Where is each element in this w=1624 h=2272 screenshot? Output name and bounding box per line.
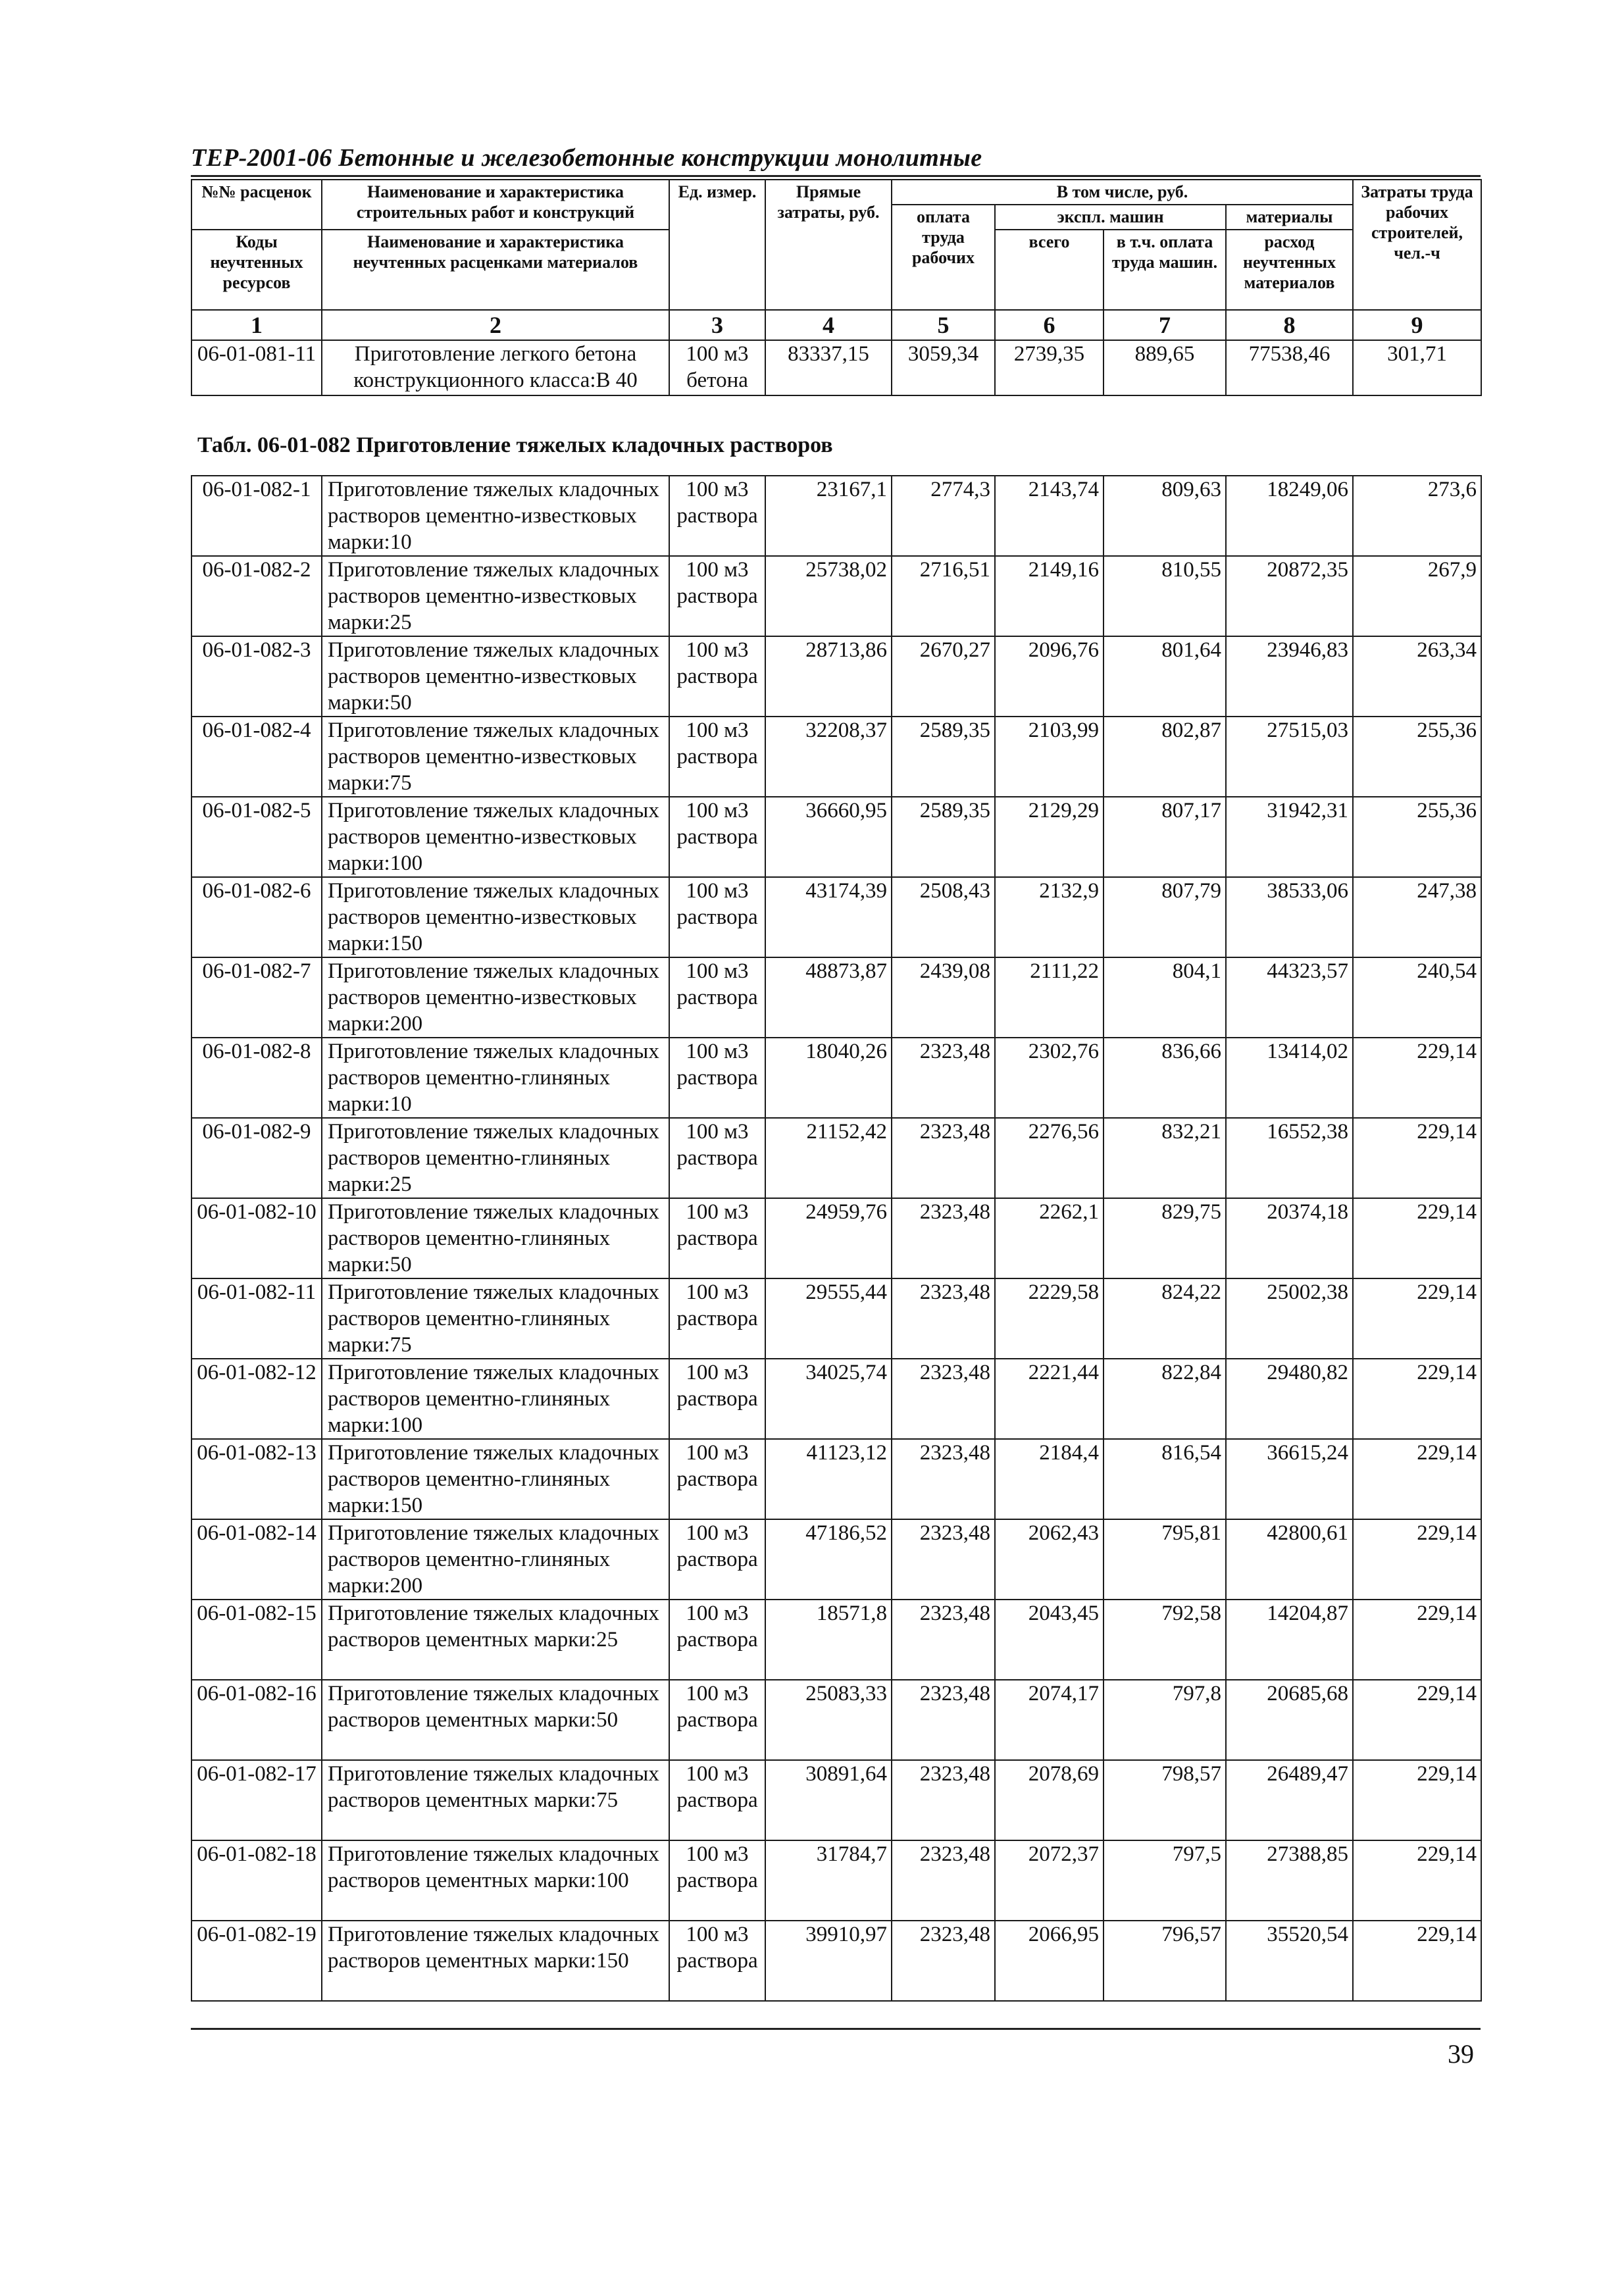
row-name: Приготовление тяжелых кладочных растворов цементно-глиняных марки:150 <box>322 1439 669 1519</box>
header-direct: Прямые затраты, руб. <box>765 180 892 310</box>
row-machines-wage: 829,75 <box>1104 1198 1226 1278</box>
row-unit: 100 м3 раствора <box>669 877 765 957</box>
row-direct: 29555,44 <box>765 1278 892 1359</box>
row-direct: 18571,8 <box>765 1600 892 1680</box>
row-materials: 26489,47 <box>1226 1760 1353 1840</box>
row-materials: 38533,06 <box>1226 877 1353 957</box>
row-machines-wage: 792,58 <box>1104 1600 1226 1680</box>
row-machines: 2739,35 <box>995 340 1104 395</box>
row-unit: 100 м3 раствора <box>669 1278 765 1359</box>
row-code: 06-01-082-8 <box>191 1038 322 1118</box>
row-machines-wage: 824,22 <box>1104 1278 1226 1359</box>
row-code: 06-01-082-5 <box>191 797 322 877</box>
row-code: 06-01-082-10 <box>191 1198 322 1278</box>
header-codes-bottom: Коды неучтенных ресурсов <box>191 230 322 310</box>
row-labor: 229,14 <box>1353 1359 1481 1439</box>
col-number: 8 <box>1226 310 1353 340</box>
row-unit: 100 м3 раствора <box>669 1439 765 1519</box>
row-direct: 83337,15 <box>765 340 892 395</box>
row-direct: 31784,7 <box>765 1840 892 1921</box>
row-labor: 273,6 <box>1353 476 1481 556</box>
row-unit: 100 м3 раствора <box>669 636 765 717</box>
row-machines: 2132,9 <box>995 877 1104 957</box>
header-unit: Ед. измер. <box>669 180 765 310</box>
header-name: Наименование и характеристика строительных работ и конструкций <box>322 180 669 230</box>
row-machines: 2043,45 <box>995 1600 1104 1680</box>
row-materials: 20685,68 <box>1226 1680 1353 1760</box>
row-wage: 2670,27 <box>892 636 995 717</box>
table-row <box>191 1840 1481 1921</box>
row-code: 06-01-082-18 <box>191 1840 322 1921</box>
row-wage: 2323,48 <box>892 1278 995 1359</box>
row-direct: 41123,12 <box>765 1439 892 1519</box>
row-unit: 100 м3 раствора <box>669 1680 765 1760</box>
row-machines-wage: 816,54 <box>1104 1439 1226 1519</box>
row-materials: 25002,38 <box>1226 1278 1353 1359</box>
row-labor: 229,14 <box>1353 1278 1481 1359</box>
row-name: Приготовление тяжелых кладочных растворов цементно-известковых марки:100 <box>322 797 669 877</box>
row-wage: 2323,48 <box>892 1680 995 1760</box>
header-materials: материалы <box>1226 205 1353 230</box>
row-machines-wage: 822,84 <box>1104 1359 1226 1439</box>
row-machines: 2111,22 <box>995 957 1104 1038</box>
row-name: Приготовление тяжелых кладочных растворов цементно-известковых марки:200 <box>322 957 669 1038</box>
row-machines-wage: 802,87 <box>1104 717 1226 797</box>
header-wage <box>892 205 995 310</box>
table-row <box>191 1118 1481 1198</box>
row-code: 06-01-082-14 <box>191 1519 322 1600</box>
header-machines-wage: в т.ч. оплата труда машин. <box>1104 230 1226 310</box>
row-labor: 247,38 <box>1353 877 1481 957</box>
row-code: 06-01-082-3 <box>191 636 322 717</box>
row-unit: 100 м3 раствора <box>669 957 765 1038</box>
row-name: Приготовление тяжелых кладочных растворов цементных марки:25 <box>322 1600 669 1680</box>
row-machines: 2096,76 <box>995 636 1104 717</box>
row-wage: 2323,48 <box>892 1198 995 1278</box>
row-name: Приготовление тяжелых кладочных растворов цементно-глиняных марки:200 <box>322 1519 669 1600</box>
col-number: 6 <box>995 310 1104 340</box>
row-code: 06-01-082-19 <box>191 1921 322 2001</box>
row-machines: 2074,17 <box>995 1680 1104 1760</box>
row-code: 06-01-081-11 <box>191 340 322 395</box>
page-number: 39 <box>1448 2039 1474 2069</box>
row-name: Приготовление тяжелых кладочных растворов цементных марки:50 <box>322 1680 669 1760</box>
row-labor: 255,36 <box>1353 797 1481 877</box>
header-group: В том числе, руб. <box>892 180 1353 205</box>
row-labor: 229,14 <box>1353 1118 1481 1198</box>
row-materials: 29480,82 <box>1226 1359 1353 1439</box>
rates-table <box>191 475 1482 2002</box>
col-number: 4 <box>765 310 892 340</box>
row-machines: 2302,76 <box>995 1038 1104 1118</box>
row-machines: 2262,1 <box>995 1198 1104 1278</box>
row-materials: 20872,35 <box>1226 556 1353 636</box>
row-machines-wage: 832,21 <box>1104 1118 1226 1198</box>
row-machines-wage: 798,57 <box>1104 1760 1226 1840</box>
row-wage: 3059,34 <box>892 340 995 395</box>
row-code: 06-01-082-4 <box>191 717 322 797</box>
header-wage-bottom: труда рабочих <box>911 228 975 267</box>
row-machines: 2149,16 <box>995 556 1104 636</box>
col-number: 9 <box>1353 310 1481 340</box>
row-materials: 20374,18 <box>1226 1198 1353 1278</box>
col-number: 3 <box>669 310 765 340</box>
row-direct: 21152,42 <box>765 1118 892 1198</box>
table-row <box>191 1359 1481 1439</box>
row-labor: 301,71 <box>1353 340 1481 395</box>
row-machines-wage: 807,79 <box>1104 877 1226 957</box>
col-number: 2 <box>322 310 669 340</box>
row-wage: 2589,35 <box>892 797 995 877</box>
row-labor: 229,14 <box>1353 1921 1481 2001</box>
row-wage: 2323,48 <box>892 1118 995 1198</box>
row-code: 06-01-082-6 <box>191 877 322 957</box>
row-labor: 229,14 <box>1353 1760 1481 1840</box>
row-direct: 23167,1 <box>765 476 892 556</box>
row-direct: 43174,39 <box>765 877 892 957</box>
row-machines-wage: 809,63 <box>1104 476 1226 556</box>
row-wage: 2323,48 <box>892 1840 995 1921</box>
row-name: Приготовление тяжелых кладочных растворов цементных марки:100 <box>322 1840 669 1921</box>
header-machines: экспл. машин <box>995 205 1226 230</box>
row-direct: 39910,97 <box>765 1921 892 2001</box>
row-direct: 24959,76 <box>765 1198 892 1278</box>
row-machines: 2221,44 <box>995 1359 1104 1439</box>
row-unit: 100 м3 раствора <box>669 1921 765 2001</box>
row-direct: 28713,86 <box>765 636 892 717</box>
row-unit: 100 м3 раствора <box>669 1118 765 1198</box>
row-code: 06-01-082-11 <box>191 1278 322 1359</box>
header-codes: №№ расценок <box>191 180 322 230</box>
row-wage: 2323,48 <box>892 1439 995 1519</box>
row-direct: 25083,33 <box>765 1680 892 1760</box>
row-name: Приготовление тяжелых кладочных растворов цементно-известковых марки:75 <box>322 717 669 797</box>
row-name: Приготовление тяжелых кладочных растворов цементно-глиняных марки:25 <box>322 1118 669 1198</box>
row-name: Приготовление тяжелых кладочных растворов цементно-глиняных марки:10 <box>322 1038 669 1118</box>
row-code: 06-01-082-7 <box>191 957 322 1038</box>
row-name: Приготовление тяжелых кладочных растворов цементно-известковых марки:150 <box>322 877 669 957</box>
row-labor: 229,14 <box>1353 1840 1481 1921</box>
table-row <box>191 340 1481 395</box>
row-code: 06-01-082-12 <box>191 1359 322 1439</box>
row-name: Приготовление тяжелых кладочных растворов цементно-глиняных марки:75 <box>322 1278 669 1359</box>
row-wage: 2323,48 <box>892 1038 995 1118</box>
table-row <box>191 877 1481 957</box>
running-head: ТЕР-2001-06 Бетонные и железобетонные конструкции монолитные <box>191 144 982 172</box>
header-rule <box>191 175 1481 177</box>
row-unit: 100 м3 бетона <box>669 340 765 395</box>
row-code: 06-01-082-15 <box>191 1600 322 1680</box>
table-row <box>191 717 1481 797</box>
row-labor: 229,14 <box>1353 1439 1481 1519</box>
table-row <box>191 1439 1481 1519</box>
row-direct: 25738,02 <box>765 556 892 636</box>
header-table <box>191 179 1482 396</box>
row-materials: 23946,83 <box>1226 636 1353 717</box>
row-labor: 229,14 <box>1353 1680 1481 1760</box>
row-materials: 36615,24 <box>1226 1439 1353 1519</box>
row-labor: 267,9 <box>1353 556 1481 636</box>
row-machines: 2072,37 <box>995 1840 1104 1921</box>
row-materials: 16552,38 <box>1226 1118 1353 1198</box>
table-row <box>191 1278 1481 1359</box>
row-labor: 229,14 <box>1353 1198 1481 1278</box>
row-machines-wage: 795,81 <box>1104 1519 1226 1600</box>
row-direct: 47186,52 <box>765 1519 892 1600</box>
row-direct: 34025,74 <box>765 1359 892 1439</box>
row-machines: 2103,99 <box>995 717 1104 797</box>
row-materials: 77538,46 <box>1226 340 1353 395</box>
row-unit: 100 м3 раствора <box>669 717 765 797</box>
row-name: Приготовление тяжелых кладочных растворов цементных марки:150 <box>322 1921 669 2001</box>
row-materials: 44323,57 <box>1226 957 1353 1038</box>
row-wage: 2323,48 <box>892 1921 995 2001</box>
col-number: 5 <box>892 310 995 340</box>
table-row <box>191 957 1481 1038</box>
row-wage: 2508,43 <box>892 877 995 957</box>
row-direct: 32208,37 <box>765 717 892 797</box>
row-machines-wage: 804,1 <box>1104 957 1226 1038</box>
row-code: 06-01-082-1 <box>191 476 322 556</box>
row-name: Приготовление тяжелых кладочных растворов цементных марки:75 <box>322 1760 669 1840</box>
header-materials-bottom: расход неучтенных материалов <box>1226 230 1353 310</box>
row-labor: 255,36 <box>1353 717 1481 797</box>
row-code: 06-01-082-17 <box>191 1760 322 1840</box>
row-materials: 13414,02 <box>1226 1038 1353 1118</box>
row-labor: 229,14 <box>1353 1038 1481 1118</box>
table-title: Табл. 06-01-082 Приготовление тяжелых кладочных растворов <box>197 433 833 457</box>
row-materials: 35520,54 <box>1226 1921 1353 2001</box>
row-machines: 2276,56 <box>995 1118 1104 1198</box>
row-labor: 229,14 <box>1353 1519 1481 1600</box>
table-row <box>191 556 1481 636</box>
header-machines-all: всего <box>995 230 1104 310</box>
table-row <box>191 1680 1481 1760</box>
row-code: 06-01-082-13 <box>191 1439 322 1519</box>
row-wage: 2323,48 <box>892 1519 995 1600</box>
row-unit: 100 м3 раствора <box>669 797 765 877</box>
row-name: Приготовление тяжелых кладочных растворов цементно-известковых марки:10 <box>322 476 669 556</box>
rates-table-body <box>191 476 1481 2001</box>
header-name-bottom: Наименование и характеристика неучтенных расценками материалов <box>322 230 669 310</box>
row-machines: 2229,58 <box>995 1278 1104 1359</box>
row-name: Приготовление тяжелых кладочных растворов цементно-глиняных марки:50 <box>322 1198 669 1278</box>
row-labor: 263,34 <box>1353 636 1481 717</box>
table-row <box>191 1038 1481 1118</box>
row-machines: 2062,43 <box>995 1519 1104 1600</box>
row-name: Приготовление легкого бетона конструкционного класса:В 40 <box>322 340 669 395</box>
row-name: Приготовление тяжелых кладочных растворов цементно-известковых марки:25 <box>322 556 669 636</box>
row-machines: 2129,29 <box>995 797 1104 877</box>
row-name: Приготовление тяжелых кладочных растворов цементно-глиняных марки:100 <box>322 1359 669 1439</box>
row-direct: 30891,64 <box>765 1760 892 1840</box>
header-wage-top: оплата <box>917 207 970 226</box>
row-unit: 100 м3 раствора <box>669 1760 765 1840</box>
row-wage: 2323,48 <box>892 1760 995 1840</box>
row-labor: 240,54 <box>1353 957 1481 1038</box>
row-materials: 42800,61 <box>1226 1519 1353 1600</box>
col-number: 1 <box>191 310 322 340</box>
header-labor: Затраты труда рабочих строителей, чел.-ч <box>1353 180 1481 310</box>
row-machines-wage: 807,17 <box>1104 797 1226 877</box>
row-wage: 2323,48 <box>892 1600 995 1680</box>
row-materials: 27388,85 <box>1226 1840 1353 1921</box>
row-machines-wage: 810,55 <box>1104 556 1226 636</box>
row-unit: 100 м3 раствора <box>669 1519 765 1600</box>
table-row <box>191 636 1481 717</box>
row-materials: 14204,87 <box>1226 1600 1353 1680</box>
col-number: 7 <box>1104 310 1226 340</box>
row-materials: 27515,03 <box>1226 717 1353 797</box>
row-code: 06-01-082-2 <box>191 556 322 636</box>
footer-rule <box>191 2028 1481 2030</box>
row-machines-wage: 836,66 <box>1104 1038 1226 1118</box>
row-wage: 2439,08 <box>892 957 995 1038</box>
row-wage: 2716,51 <box>892 556 995 636</box>
row-unit: 100 м3 раствора <box>669 476 765 556</box>
row-machines: 2184,4 <box>995 1439 1104 1519</box>
row-direct: 18040,26 <box>765 1038 892 1118</box>
row-direct: 48873,87 <box>765 957 892 1038</box>
row-labor: 229,14 <box>1353 1600 1481 1680</box>
table-row <box>191 1198 1481 1278</box>
row-machines-wage: 797,5 <box>1104 1840 1226 1921</box>
row-machines-wage: 797,8 <box>1104 1680 1226 1760</box>
table-row <box>191 1760 1481 1840</box>
row-wage: 2323,48 <box>892 1359 995 1439</box>
table-row <box>191 476 1481 556</box>
table-row <box>191 1519 1481 1600</box>
row-unit: 100 м3 раствора <box>669 1840 765 1921</box>
table-row <box>191 1921 1481 2001</box>
row-machines-wage: 796,57 <box>1104 1921 1226 2001</box>
row-code: 06-01-082-16 <box>191 1680 322 1760</box>
row-machines-wage: 801,64 <box>1104 636 1226 717</box>
row-unit: 100 м3 раствора <box>669 1600 765 1680</box>
row-machines-wage: 889,65 <box>1104 340 1226 395</box>
row-wage: 2774,3 <box>892 476 995 556</box>
table-row <box>191 797 1481 877</box>
row-direct: 36660,95 <box>765 797 892 877</box>
row-materials: 31942,31 <box>1226 797 1353 877</box>
row-machines: 2143,74 <box>995 476 1104 556</box>
row-machines: 2078,69 <box>995 1760 1104 1840</box>
row-unit: 100 м3 раствора <box>669 1198 765 1278</box>
row-unit: 100 м3 раствора <box>669 1038 765 1118</box>
row-code: 06-01-082-9 <box>191 1118 322 1198</box>
table-row <box>191 1600 1481 1680</box>
row-machines: 2066,95 <box>995 1921 1104 2001</box>
row-unit: 100 м3 раствора <box>669 556 765 636</box>
row-name: Приготовление тяжелых кладочных растворов цементно-известковых марки:50 <box>322 636 669 717</box>
row-unit: 100 м3 раствора <box>669 1359 765 1439</box>
row-materials: 18249,06 <box>1226 476 1353 556</box>
row-wage: 2589,35 <box>892 717 995 797</box>
